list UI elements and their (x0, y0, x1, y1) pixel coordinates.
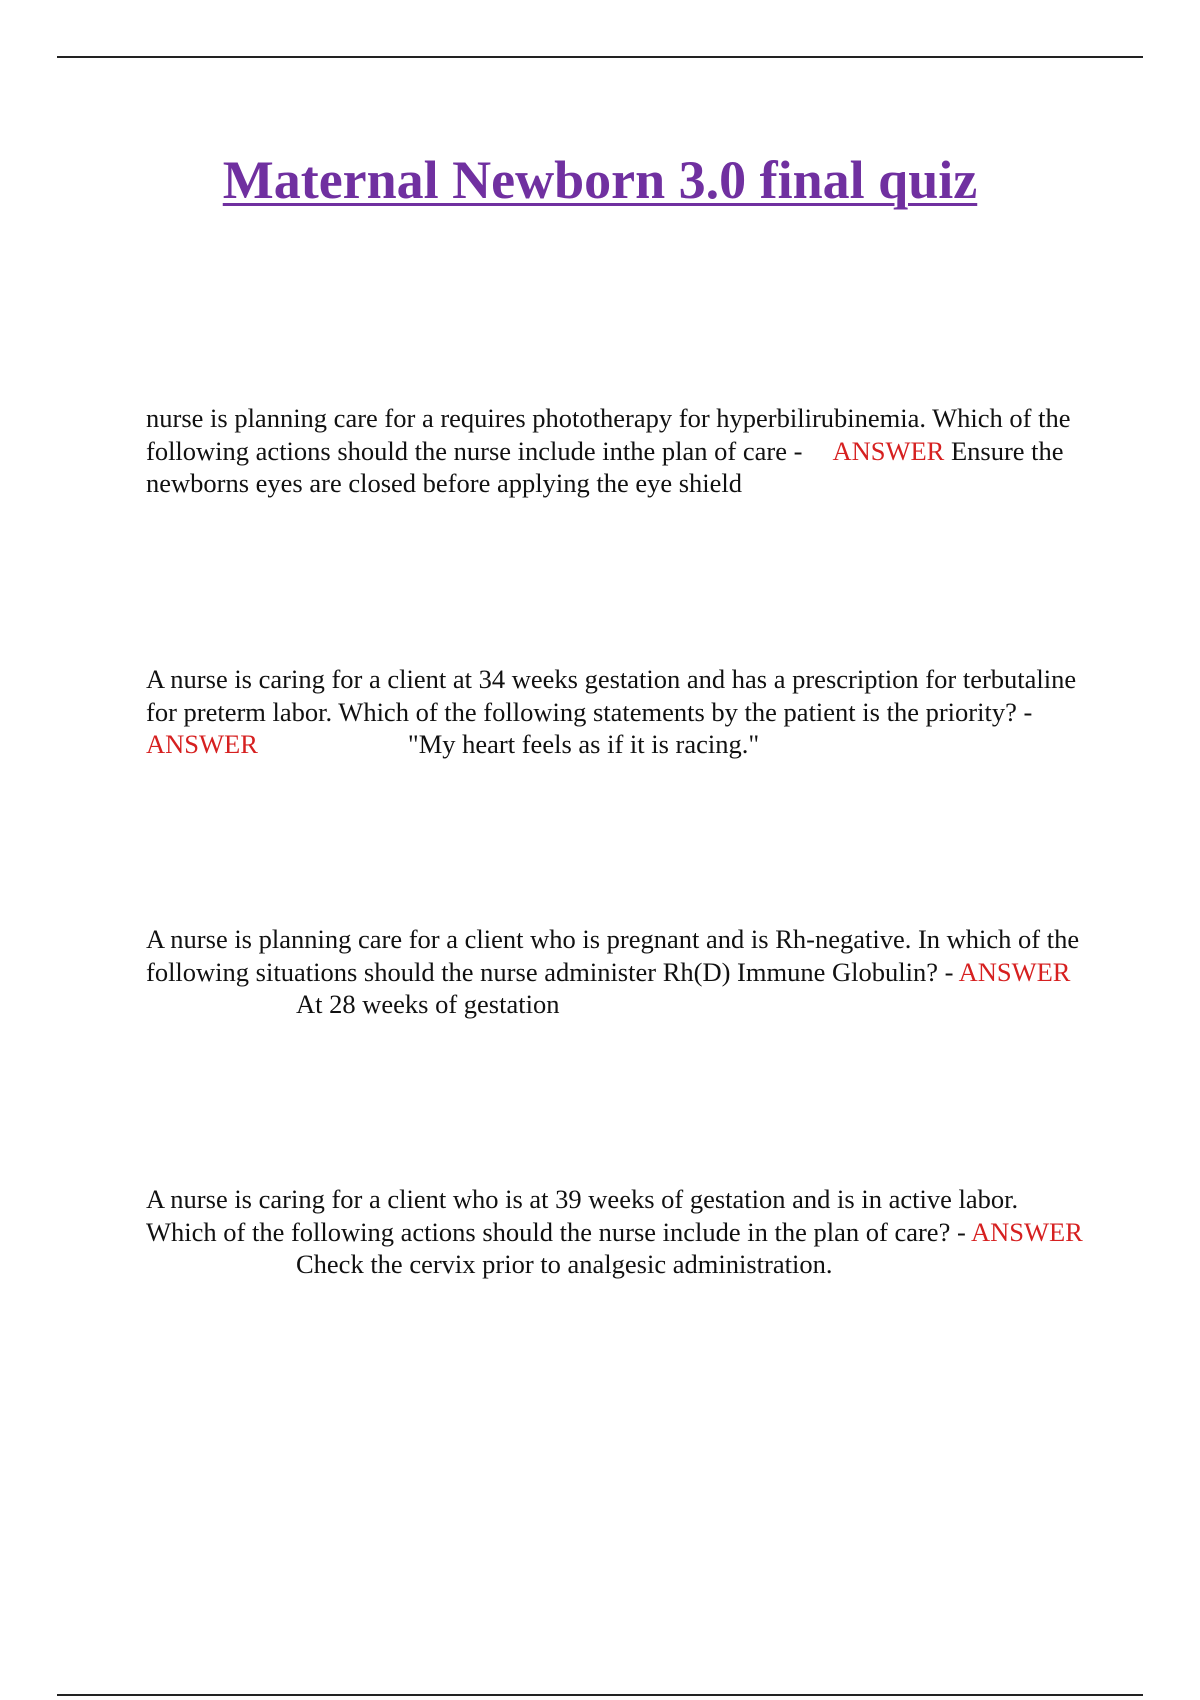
qa-item-1 (146, 402, 1086, 500)
question-text: A nurse is caring for a client who is at 39 weeks of gestation and is in active labor. Which of the following actions should the nurse include in the plan of care? - (146, 1184, 1019, 1247)
answer-label: ANSWER (146, 729, 258, 759)
qa-item-2 (146, 663, 1086, 761)
answer-text: "My heart feels as if it is racing." (407, 729, 760, 759)
qa-item-3 (146, 923, 1086, 1021)
document-title-text: Maternal Newborn 3.0 final quiz (222, 150, 978, 210)
question-text: nurse is planning care for a requires phototherapy for hyperbilirubinemia. Which of the following actions should the nurse include inthe plan of care - (146, 403, 1071, 466)
answer-label: ANSWER (970, 1216, 1083, 1247)
answer-label: ANSWER (958, 956, 1071, 987)
answer-text: Ensure the newborns eyes are closed before applying the eye shield (146, 435, 1064, 498)
document-title (0, 146, 1200, 214)
question-text: A nurse is caring for a client at 34 weeks gestation and has a prescription for terbutaline for preterm labor. Which of the following statements by the patient is the priority? - (146, 664, 1077, 727)
bottom-divider (57, 1694, 1143, 1696)
qa-item-4 (146, 1183, 1086, 1281)
answer-label: ANSWER (832, 435, 945, 466)
question-text: A nurse is planning care for a client who is pregnant and is Rh-negative. In which of the following situations should the nurse administer Rh(D) Immune Globulin? - (146, 924, 1080, 987)
top-divider (57, 56, 1143, 58)
answer-text: At 28 weeks of gestation (296, 989, 560, 1019)
answer-text: Check the cervix prior to analgesic administration. (296, 1249, 833, 1279)
